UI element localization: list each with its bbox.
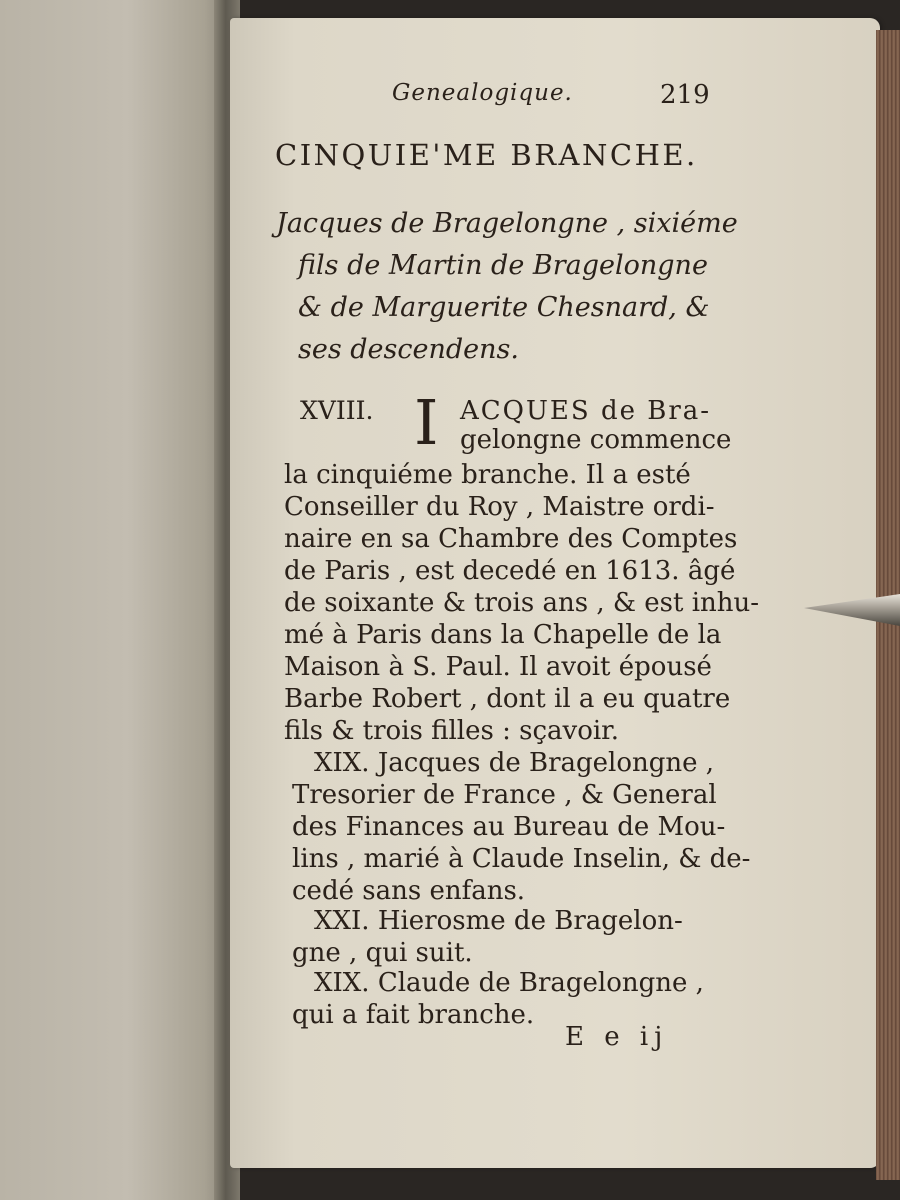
subtitle-line-1: Jacques de Bragelongne , sixiéme	[276, 208, 738, 239]
paragraph-line: fils & trois filles : sçavoir.	[284, 716, 620, 746]
subtitle-line-2: fils de Martin de Bragelongne	[298, 250, 708, 281]
paragraph-first-line: ACQUES de Bra-	[460, 396, 712, 426]
paragraph-line: mé à Paris dans la Chapelle de la	[284, 620, 722, 650]
metal-clip-icon	[802, 590, 900, 630]
entry-line: XXI. Hierosme de Bragelon-	[314, 906, 683, 936]
page-number: 219	[660, 80, 710, 110]
paragraph-marker: XVIII.	[300, 396, 374, 425]
left-page	[0, 0, 232, 1200]
entry-line: cedé sans enfans.	[292, 876, 526, 906]
paragraph-line: de Paris , est decedé en 1613. âgé	[284, 556, 736, 586]
entry-line: XIX. Claude de Bragelongne ,	[314, 968, 704, 998]
paragraph-line: gelongne commence	[460, 425, 732, 455]
section-heading: CINQUIE'ME BRANCHE.	[275, 138, 698, 172]
entry-line: XIX. Jacques de Bragelongne ,	[314, 748, 715, 778]
entry-line: lins , marié à Claude Inselin, & de-	[292, 844, 751, 874]
entry-line: des Finances au Bureau de Mou-	[292, 812, 726, 842]
paragraph-line: de soixante & trois ans , & est inhu-	[284, 588, 760, 618]
entry-line: Tresorier de France , & General	[292, 780, 717, 810]
paragraph-line: Conseiller du Roy , Maistre ordi-	[284, 492, 715, 522]
paragraph-line: naire en sa Chambre des Comptes	[284, 524, 738, 554]
catchword: E e ij	[565, 1022, 669, 1052]
entry-line: gne , qui suit.	[292, 938, 473, 968]
running-head-title: Genealogique.	[392, 80, 573, 106]
paragraph-line: Barbe Robert , dont il a eu quatre	[284, 684, 731, 714]
subtitle-line-3: & de Marguerite Chesnard, &	[298, 292, 710, 323]
paragraph-line: la cinquiéme branche. Il a esté	[284, 460, 691, 490]
subtitle-line-4: ses descendens.	[298, 334, 519, 365]
entry-line: qui a fait branche.	[292, 1000, 535, 1030]
paragraph-line: Maison à S. Paul. Il avoit épousé	[284, 652, 712, 682]
drop-capital: I	[414, 386, 439, 459]
